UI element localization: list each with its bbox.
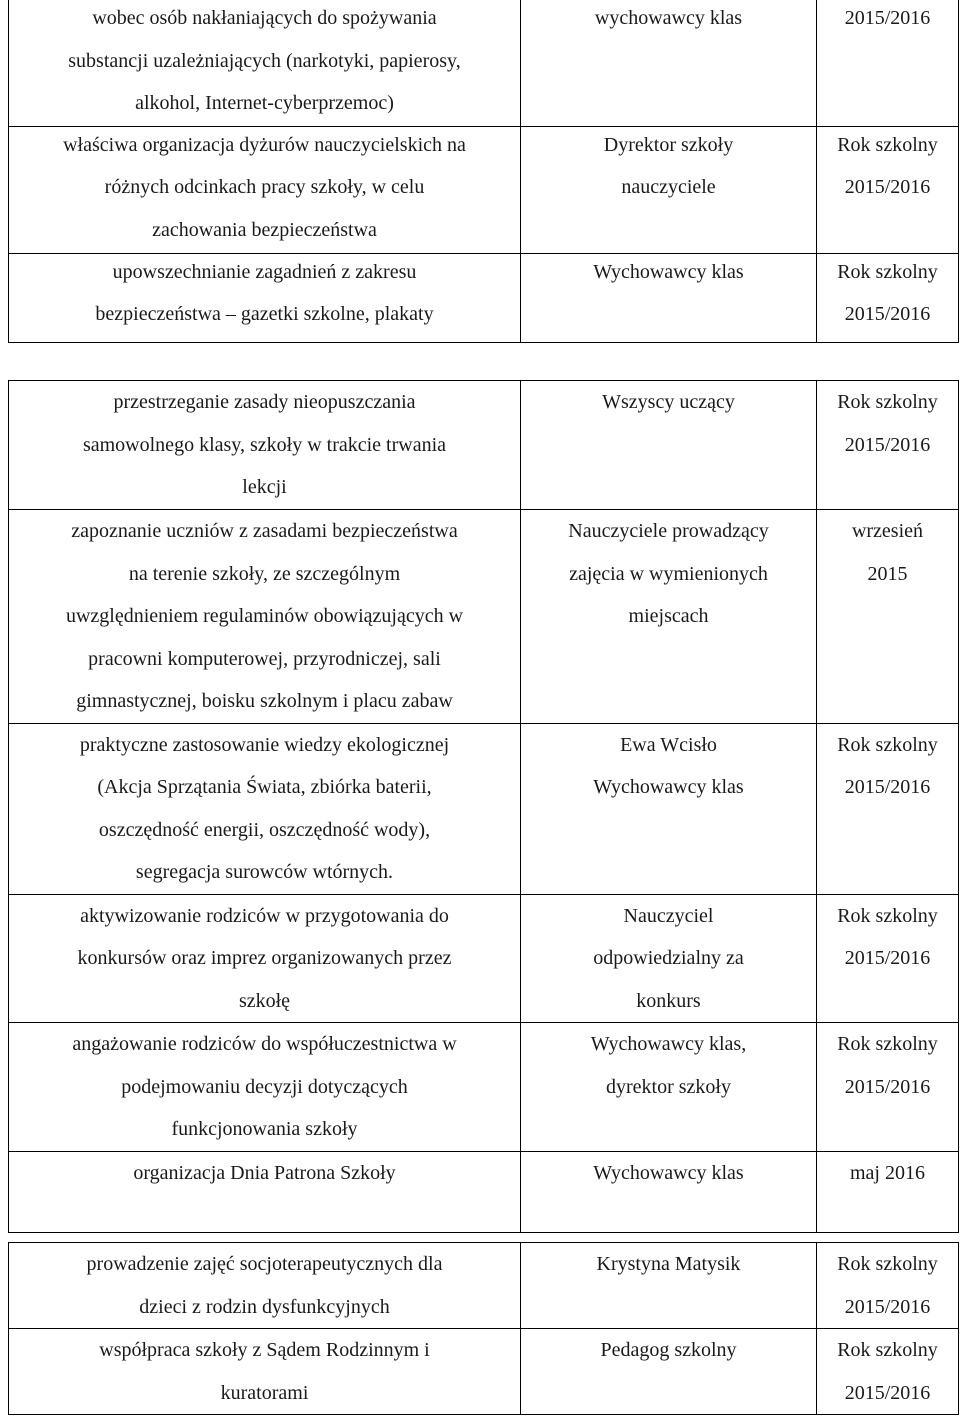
table-row bbox=[9, 510, 959, 724]
deadline-cell bbox=[817, 1151, 959, 1232]
task-line: aktywizowanie rodziców w przygotowania do bbox=[80, 904, 449, 927]
task-cell bbox=[9, 1243, 521, 1329]
table-row bbox=[9, 1023, 959, 1152]
task-line: uwzględnieniem regulaminów obowiązujących w bbox=[65, 605, 464, 627]
table-row bbox=[9, 1329, 959, 1415]
task-cell bbox=[9, 381, 521, 510]
task-line: dzieci z rodzin dysfunkcyjnych bbox=[139, 1295, 390, 1318]
responsible-line: dyrektor szkoły bbox=[606, 1075, 731, 1098]
table-row bbox=[9, 381, 959, 510]
task-line: różnych odcinkach pracy szkoły, w celu bbox=[104, 176, 425, 198]
task-line: samowolnego klasy, szkoły w trakcie trwania bbox=[82, 433, 447, 456]
responsible-line: Ewa Wcisło bbox=[620, 733, 717, 756]
deadline-cell bbox=[817, 894, 959, 1023]
task-line: zapoznanie uczniów z zasadami bezpieczeństwa bbox=[71, 520, 458, 542]
responsible-cell bbox=[521, 0, 817, 126]
task-line: lekcji bbox=[242, 476, 287, 498]
responsible-cell bbox=[521, 723, 817, 894]
deadline-line: Rok szkolny bbox=[837, 133, 938, 156]
deadline-line: Rok szkolny bbox=[837, 1033, 938, 1055]
responsible-cell bbox=[521, 381, 817, 510]
task-line: gimnastycznej, boisku szkolnym i placu zabaw bbox=[76, 690, 453, 712]
task-line: szkołę bbox=[238, 989, 291, 1012]
deadline-line: 2015/2016 bbox=[844, 433, 931, 456]
responsible-cell bbox=[521, 510, 817, 724]
task-cell bbox=[9, 1329, 521, 1415]
deadline-line: maj 2016 bbox=[850, 1161, 925, 1184]
task-line: segregacja surowców wtórnych. bbox=[135, 861, 394, 883]
task-line: alkohol, Internet-cyberprzemoc) bbox=[135, 92, 394, 114]
task-line: bezpieczeństwa – gazetki szkolne, plakaty bbox=[95, 303, 434, 325]
task-line: konkursów oraz imprez organizowanych przez bbox=[77, 947, 452, 969]
task-line: przestrzeganie zasady nieopuszczania bbox=[113, 391, 416, 413]
table-row bbox=[9, 1243, 959, 1329]
deadline-cell bbox=[817, 1329, 959, 1415]
table-row bbox=[9, 894, 959, 1023]
task-line: podejmowaniu decyzji dotyczących bbox=[121, 1075, 408, 1098]
responsible-line: Krystyna Matysik bbox=[596, 1253, 741, 1275]
deadline-line: Rok szkolny bbox=[837, 1253, 938, 1275]
task-line: (Akcja Sprzątania Świata, zbiórka baterii, bbox=[97, 776, 432, 798]
table-row bbox=[9, 253, 959, 342]
deadline-cell bbox=[817, 126, 959, 253]
deadline-line: Rok szkolny bbox=[837, 1339, 938, 1361]
deadline-cell bbox=[817, 381, 959, 510]
table-row bbox=[9, 1151, 959, 1232]
responsible-cell bbox=[521, 126, 817, 253]
plan-table-1 bbox=[8, 0, 959, 343]
responsible-line: Pedagog szkolny bbox=[600, 1339, 737, 1361]
table-row bbox=[9, 723, 959, 894]
deadline-line: 2015/2016 bbox=[844, 303, 931, 325]
deadline-cell bbox=[817, 510, 959, 724]
deadline-line: 2015 bbox=[867, 562, 908, 585]
task-line: angażowanie rodziców do współuczestnictwa w bbox=[72, 1033, 457, 1055]
task-cell bbox=[9, 126, 521, 253]
deadline-line: 2015/2016 bbox=[844, 1075, 931, 1098]
task-line: współpraca szkoły z Sądem Rodzinnym i bbox=[99, 1339, 430, 1361]
deadline-line: 2015/2016 bbox=[844, 1295, 931, 1318]
deadline-line: wrzesień bbox=[851, 520, 924, 542]
task-line: na terenie szkoły, ze szczególnym bbox=[128, 562, 401, 585]
task-line: zachowania bezpieczeństwa bbox=[152, 218, 377, 241]
task-cell bbox=[9, 894, 521, 1023]
deadline-line: 2015/2016 bbox=[844, 1381, 931, 1404]
task-line: funkcjonowania szkoły bbox=[171, 1118, 358, 1140]
plan-table-2 bbox=[8, 380, 959, 1233]
deadline-cell bbox=[817, 253, 959, 342]
responsible-line: konkurs bbox=[636, 989, 701, 1012]
task-line: pracowni komputerowej, przyrodniczej, sali bbox=[88, 647, 441, 670]
responsible-cell bbox=[521, 253, 817, 342]
task-line: prowadzenie zajęć socjoterapeutycznych dla bbox=[86, 1253, 443, 1275]
responsible-cell bbox=[521, 1023, 817, 1152]
table-row bbox=[9, 0, 959, 126]
task-line: substancji uzależniających (narkotyki, papierosy, bbox=[68, 49, 461, 72]
deadline-cell bbox=[817, 1243, 959, 1329]
responsible-line: Wychowawcy klas bbox=[593, 776, 744, 798]
deadline-line: Rok szkolny bbox=[837, 260, 938, 283]
table-row bbox=[9, 126, 959, 253]
responsible-cell bbox=[521, 1329, 817, 1415]
task-line: kuratorami bbox=[220, 1381, 309, 1404]
responsible-line: Wychowawcy klas bbox=[593, 1161, 744, 1184]
responsible-line: nauczyciele bbox=[621, 176, 716, 198]
responsible-line: odpowiedzialny za bbox=[593, 947, 744, 969]
task-line: właściwa organizacja dyżurów nauczycielskich na bbox=[63, 133, 466, 156]
responsible-cell bbox=[521, 894, 817, 1023]
deadline-line: Rok szkolny bbox=[837, 391, 938, 413]
responsible-cell bbox=[521, 1151, 817, 1232]
responsible-cell bbox=[521, 1243, 817, 1329]
deadline-line: Rok szkolny bbox=[837, 904, 938, 927]
task-cell bbox=[9, 723, 521, 894]
responsible-line: Dyrektor szkoły bbox=[603, 133, 734, 156]
responsible-line: miejscach bbox=[628, 605, 709, 627]
task-cell bbox=[9, 1023, 521, 1152]
task-cell bbox=[9, 1151, 521, 1232]
responsible-line: Nauczyciele prowadzący bbox=[568, 520, 769, 542]
responsible-line: Wszyscy uczący bbox=[602, 391, 735, 413]
responsible-line: Nauczyciel bbox=[623, 904, 714, 927]
responsible-line: Wychowawcy klas bbox=[593, 260, 744, 283]
task-cell bbox=[9, 510, 521, 724]
deadline-line: 2015/2016 bbox=[844, 7, 931, 29]
task-line: wobec osób nakłaniających do spożywania bbox=[92, 7, 437, 29]
task-line: oszczędność energii, oszczędność wody), bbox=[98, 818, 431, 841]
task-line: organizacja Dnia Patrona Szkoły bbox=[133, 1161, 396, 1184]
responsible-line: wychowawcy klas bbox=[594, 7, 743, 29]
deadline-line: 2015/2016 bbox=[844, 947, 931, 969]
task-line: praktyczne zastosowanie wiedzy ekologicznej bbox=[79, 733, 450, 756]
plan-table-3 bbox=[8, 1242, 959, 1415]
responsible-line: Wychowawcy klas, bbox=[590, 1033, 747, 1055]
deadline-line: Rok szkolny bbox=[837, 733, 938, 756]
responsible-line: zajęcia w wymienionych bbox=[569, 562, 768, 585]
deadline-cell bbox=[817, 723, 959, 894]
task-cell bbox=[9, 0, 521, 126]
task-line: upowszechnianie zagadnień z zakresu bbox=[112, 260, 417, 283]
task-cell bbox=[9, 253, 521, 342]
deadline-cell bbox=[817, 0, 959, 126]
deadline-line: 2015/2016 bbox=[844, 176, 931, 198]
deadline-cell bbox=[817, 1023, 959, 1152]
deadline-line: 2015/2016 bbox=[844, 776, 931, 798]
